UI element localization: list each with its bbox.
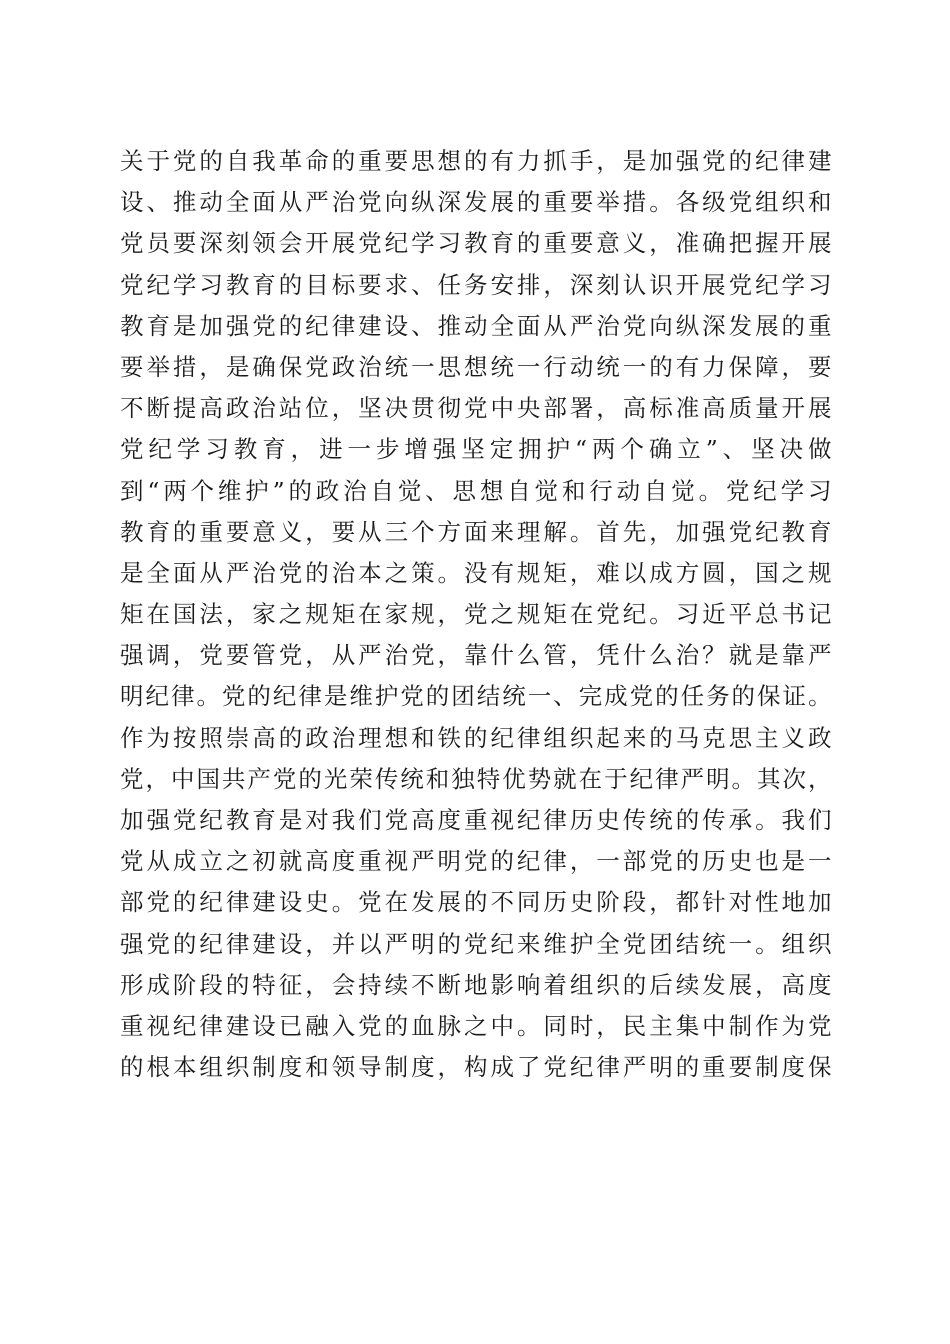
text-line: 党员要深刻领会开展党纪学习教育的重要意义，准确把握开展 <box>120 229 832 258</box>
text-line: 重视纪律建设已融入党的血脉之中。同时，民主集中制作为党 <box>120 1011 832 1040</box>
text-line: 教育的重要意义，要从三个方面来理解。首先，加强党纪教育 <box>120 517 832 546</box>
text-line: 教育是加强党的纪律建设、推动全面从严治党向纵深发展的重 <box>120 311 832 340</box>
text-line: 党纪学习教育，进一步增强坚定拥护“两个确立”、坚决做 <box>120 435 832 464</box>
body-text <box>120 141 832 1088</box>
text-line: 是全面从严治党的治本之策。没有规矩，难以成方圆，国之规 <box>120 558 832 587</box>
text-line: 部党的纪律建设史。党在发展的不同历史阶段，都针对性地加 <box>120 888 832 917</box>
text-line: 强调，党要管党，从严治党，靠什么管，凭什么治？就是靠严 <box>120 641 832 670</box>
text-line: 作为按照崇高的政治理想和铁的纪律组织起来的马克思主义政 <box>120 723 832 752</box>
text-line: 矩在国法，家之规矩在家规，党之规矩在党纪。习近平总书记 <box>120 600 832 629</box>
text-line: 到“两个维护”的政治自觉、思想自觉和行动自觉。党纪学习 <box>120 476 832 505</box>
text-line: 不断提高政治站位，坚决贯彻党中央部署，高标准高质量开展 <box>120 394 832 423</box>
text-line: 加强党纪教育是对我们党高度重视纪律历史传统的传承。我们 <box>120 806 832 834</box>
text-line: 党从成立之初就高度重视严明党的纪律，一部党的历史也是一 <box>120 847 832 876</box>
text-line: 形成阶段的特征，会持续不断地影响着组织的后续发展，高度 <box>120 970 832 999</box>
text-line: 党纪学习教育的目标要求、任务安排，深刻认识开展党纪学习 <box>120 270 832 299</box>
text-line: 的根本组织制度和领导制度，构成了党纪律严明的重要制度保 <box>120 1053 832 1082</box>
text-line: 关于党的自我革命的重要思想的有力抓手，是加强党的纪律建 <box>120 147 832 175</box>
text-line: 强党的纪律建设，并以严明的党纪来维护全党团结统一。组织 <box>120 929 832 958</box>
text-line: 设、推动全面从严治党向纵深发展的重要举措。各级党组织和 <box>120 188 832 217</box>
text-line: 明纪律。党的纪律是维护党的团结统一、完成党的任务的保证。 <box>120 682 832 711</box>
text-line: 要举措，是确保党政治统一思想统一行动统一的有力保障，要 <box>120 352 832 381</box>
text-line: 党，中国共产党的光荣传统和独特优势就在于纪律严明。其次， <box>120 764 832 793</box>
